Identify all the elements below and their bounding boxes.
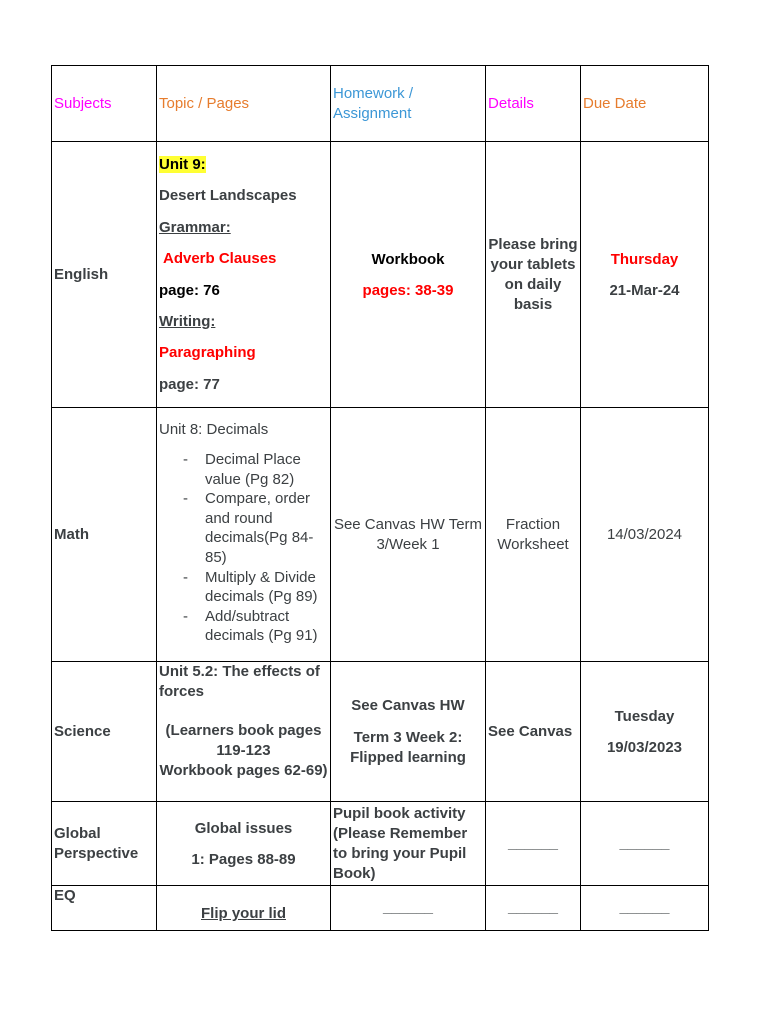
topic-science	[157, 662, 331, 802]
english-homework-pages: pages: 38-39	[362, 281, 454, 299]
science-topic-title: Unit 5.2: The effects of forces	[159, 663, 320, 700]
homework-table	[51, 65, 709, 931]
due-global: ______	[581, 802, 709, 886]
english-title: Desert Landscapes	[159, 187, 297, 205]
header-due-date: Due Date	[581, 66, 709, 142]
math-topic-list	[159, 450, 328, 646]
table-row-global	[52, 802, 709, 886]
science-due-date: 19/03/2023	[606, 738, 683, 756]
global-topic-pages: 1: Pages 88-89	[191, 850, 296, 868]
science-due-day: Tuesday	[614, 707, 675, 725]
list-item: - Decimal Place value (Pg 82)	[183, 450, 328, 489]
due-eq: ______	[581, 886, 709, 931]
science-topic-pages: (Learners book pages 119-123	[165, 722, 322, 759]
english-homework-title: Workbook	[371, 250, 445, 268]
header-homework: Homework / Assignment	[331, 66, 486, 142]
table-row-science	[52, 662, 709, 802]
details-math: Fraction Worksheet	[486, 408, 581, 662]
details-english: Please bring your tablets on daily basis	[486, 142, 581, 408]
topic-global	[157, 802, 331, 886]
details-global: ______	[486, 802, 581, 886]
details-science: See Canvas	[486, 662, 581, 802]
header-topic: Topic / Pages	[157, 66, 331, 142]
list-item: - Compare, order and round decimals(Pg 84-85)	[183, 489, 328, 567]
english-due-day: Thursday	[610, 250, 679, 268]
header-details: Details	[486, 66, 581, 142]
subject-global: Global Perspective	[52, 802, 157, 886]
homework-global: Pupil book activity (Please Remember to bring your Pupil Book)	[331, 802, 486, 886]
subject-science: Science	[52, 662, 157, 802]
list-item: - Add/subtract decimals (Pg 91)	[183, 607, 328, 646]
science-homework-title: See Canvas HW	[351, 696, 465, 714]
math-topic-title: Unit 8: Decimals	[159, 421, 269, 438]
header-row	[52, 66, 709, 142]
list-item: - Multiply & Divide decimals (Pg 89)	[183, 568, 328, 607]
homework-science	[331, 662, 486, 802]
homework-eq: ______	[331, 886, 486, 931]
science-homework-sub: Term 3 Week 2: Flipped learning	[350, 728, 466, 766]
subject-math: Math	[52, 408, 157, 662]
english-writing-page: page: 77	[159, 375, 220, 393]
table-row-math	[52, 408, 709, 662]
due-english	[581, 142, 709, 408]
due-math: 14/03/2024	[581, 408, 709, 662]
topic-eq: Flip your lid	[157, 886, 331, 931]
header-subjects: Subjects	[52, 66, 157, 142]
science-topic-workbook: Workbook pages 62-69)	[159, 762, 328, 779]
english-due-date: 21-Mar-24	[609, 281, 680, 299]
english-grammar-page: page: 76	[159, 281, 220, 299]
due-science	[581, 662, 709, 802]
english-grammar-label: Grammar:	[159, 218, 231, 236]
table-row-english	[52, 142, 709, 408]
english-writing-label: Writing:	[159, 312, 216, 330]
english-grammar-topic: Adverb Clauses	[163, 250, 277, 268]
homework-math: See Canvas HW Term 3/Week 1	[331, 408, 486, 662]
global-topic-title: Global issues	[194, 819, 293, 837]
details-eq: ______	[486, 886, 581, 931]
english-writing-topic: Paragraphing	[159, 344, 256, 362]
topic-english	[157, 142, 331, 408]
subject-eq: EQ	[52, 886, 157, 931]
table-row-eq	[52, 886, 709, 931]
topic-math	[157, 408, 331, 662]
english-unit: Unit 9:	[159, 155, 206, 173]
homework-english	[331, 142, 486, 408]
subject-english: English	[52, 142, 157, 408]
